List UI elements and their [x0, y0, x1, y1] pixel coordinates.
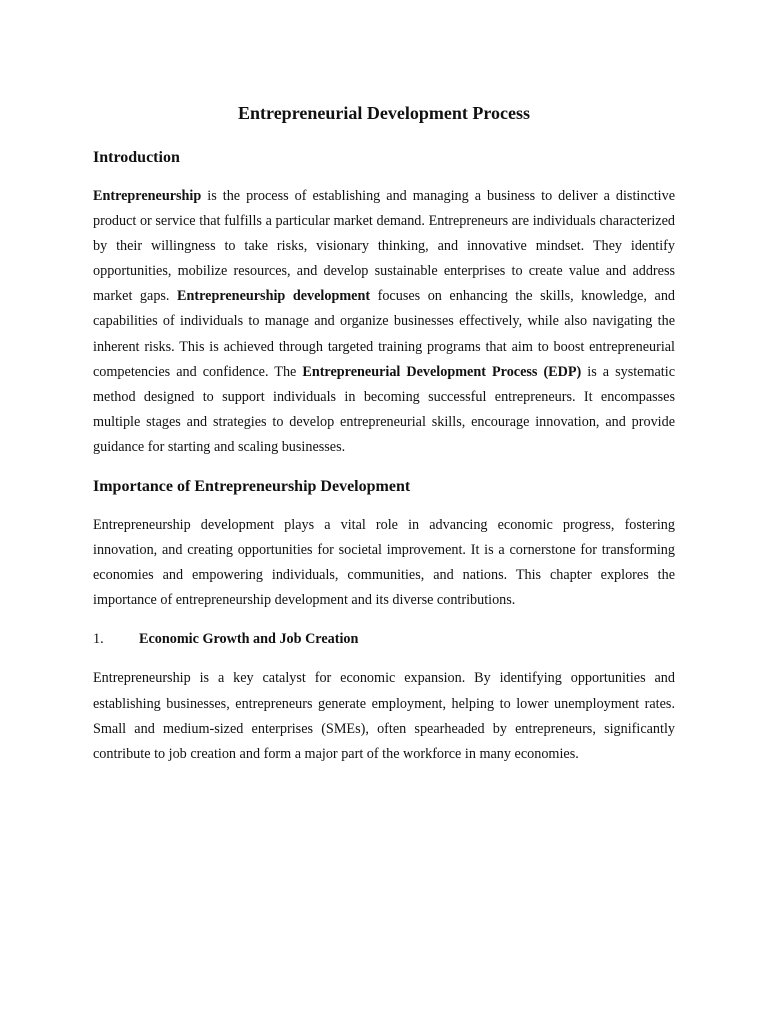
intro-text-2: focuses on enhancing the skills, knowledge, and capabilities of individuals to manage and organize businesses effectively, while also navigating the inherent risks. This is achieved through targeted training programs that aim to boost entrepreneurial competencies and confidence. The	[93, 288, 676, 380]
list-item-number: 1.	[93, 631, 104, 648]
list-item-heading	[93, 628, 675, 650]
document-title: Entrepreneurial Development Process	[238, 103, 530, 123]
term-entrepreneurship: Entrepreneurship	[93, 188, 202, 204]
term-edp: Entrepreneurial Development Process (EDP)	[302, 363, 582, 380]
importance-paragraph: Entrepreneurship development plays a vital role in advancing economic progress, fostering innovation, and creating opportunities for societal improvement. It is a cornerstone for transforming economies and empowering individuals, communities, and nations. This chapter explores the importance of entrepreneurship development and its diverse contributions.	[93, 517, 675, 609]
document-page	[93, 100, 675, 767]
introduction-heading: Introduction	[93, 149, 180, 166]
economic-growth-paragraph: Entrepreneurship is a key catalyst for economic expansion. By identifying opportunities and establishing businesses, entrepreneurs generate employment, helping to lower unemployment rates. Small and medium-sized enterprises (SMEs), often spearheaded by entrepreneurs, significantly contribute to job creation and form a major part of the workforce in many economies.	[93, 670, 675, 762]
list-item-title: Economic Growth and Job Creation	[139, 631, 359, 648]
introduction-paragraph	[93, 184, 675, 460]
term-entrepreneurship-development: Entrepreneurship development	[177, 288, 371, 305]
importance-heading: Importance of Entrepreneurship Development	[93, 478, 411, 496]
intro-text-3: is a systematic method designed to support individuals in becoming successful entrepreneurs. It encompasses multiple stages and strategies to develop entrepreneurial skills, encourage innovation, and provide guidance for starting and scaling businesses.	[93, 363, 675, 455]
intro-text-1: is the process of establishing and managing a business to deliver a distinctive product or service that fulfills a particular market demand. Entrepreneurs are individuals characterized by their willingness to take risks, visionary thinking, and innovative mindset. They identify opportunities, mobilize resources, and develop sustainable enterprises to create value and address market gaps.	[93, 188, 675, 305]
